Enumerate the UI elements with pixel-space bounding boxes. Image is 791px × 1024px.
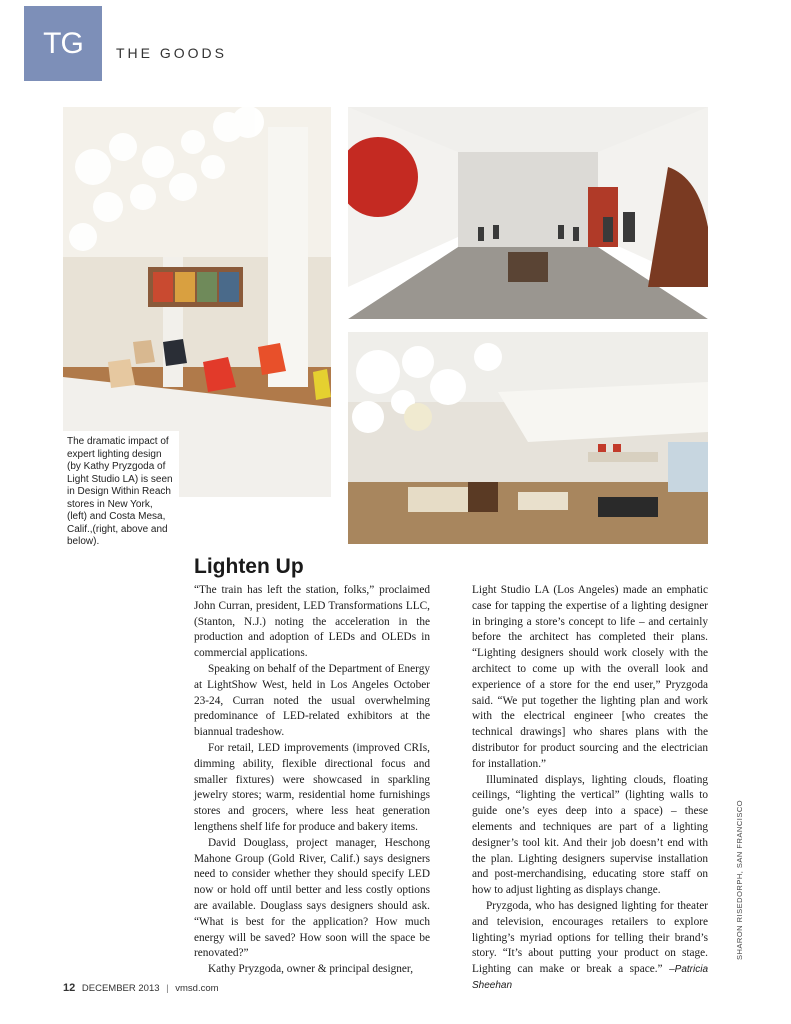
article-paragraph: Illuminated displays, lighting clouds, floating ceilings, “lighting the vertical” (lighting walls to guide one’s eyes deep into a space) – these elements and techniques are part of a lighting designer’s tool kit. And their job doesn’t end with the plan. Lighting designers supervise installation and post-merchandising, educating store staff on how to adjust lighting as displays change.	[472, 773, 708, 897]
article-paragraph: For retail, LED improvements (improved CRIs, dimming ability, flexible directional focus and smaller fixtures) were showcased in sparkling jewelry stores; warm, residential home furnishings stores and grocers, where less heat generation lengthens shelf life for produce and bakery items.	[194, 741, 430, 833]
article-column-left	[194, 583, 430, 978]
photo-credit: SHARON RISEDORPH, SAN FRANCISCO	[735, 799, 744, 960]
article-paragraph: “The train has left the station, folks,” proclaimed John Curran, president, LED Transformations LLC, (Stanton, N.J.) noting the acceleration in the production and adoption of LEDs and OLEDs in commercial applications.	[194, 584, 430, 660]
article-author: –Patricia Sheehan	[472, 964, 708, 991]
article-paragraph: Light Studio LA (Los Angeles) made an emphatic case for tapping the expertise of a lighting designer in bringing a store’s concept to life – and certainly before the architect has completed their plans. “Lighting designers should work closely with the architect to come up with the overall look and experience of a store for the end user,” Pryzgoda said. “We put together the lighting plan and work with the electrical engineer [who creates the technical drawings] who shares plans with the distributor for product sourcing and the electrician for installation.”	[472, 584, 708, 770]
section-badge	[24, 6, 102, 81]
footer-separator: |	[166, 983, 169, 994]
article-headline: Lighten Up	[194, 555, 304, 578]
page-number: 12	[63, 982, 76, 994]
issue-date: DECEMBER 2013	[81, 983, 160, 994]
article-column-right	[472, 583, 708, 994]
section-badge-label: TG	[43, 26, 83, 60]
photo-caption: The dramatic impact of expert lighting design (by Kathy Pryzgoda of Light Studio LA) is seen in Design Within Reach stores in New York, (left) and Costa Mesa, Calif.,(right, above and below).	[63, 431, 179, 555]
section-title: THE GOODS	[116, 45, 228, 61]
photo-costa-mesa-gallery	[348, 107, 708, 319]
article-paragraph: David Douglass, project manager, Heschong Mahone Group (Gold River, Calif.) says designers need to consider whether they should specify LED now or hold off until better and less costly options are available. Douglass says designers should ask. “What is best for the application? How much energy will be saved? How soon will the space be renovated?”	[194, 836, 430, 960]
website: vmsd.com	[175, 983, 219, 994]
article-paragraph: Speaking on behalf of the Department of Energy at LightShow West, held in Los Angeles October 23-24, Curran noted the usual overwhelming predominance of LED-related exhibitors at the biannual tradeshow.	[194, 662, 430, 739]
article-paragraph: Kathy Pryzgoda, owner & principal designer,	[208, 963, 414, 976]
page-footer	[63, 982, 219, 994]
article-paragraph-text: Pryzgoda, who has designed lighting for theater and television, encourages retailers to explore lighting’s myriad options for telling their brand’s story. “It’s about putting your product on stage. Lighting can make or break a space.”	[472, 899, 708, 976]
photo-costa-mesa-showroom	[348, 332, 708, 544]
article-paragraph	[472, 899, 708, 994]
